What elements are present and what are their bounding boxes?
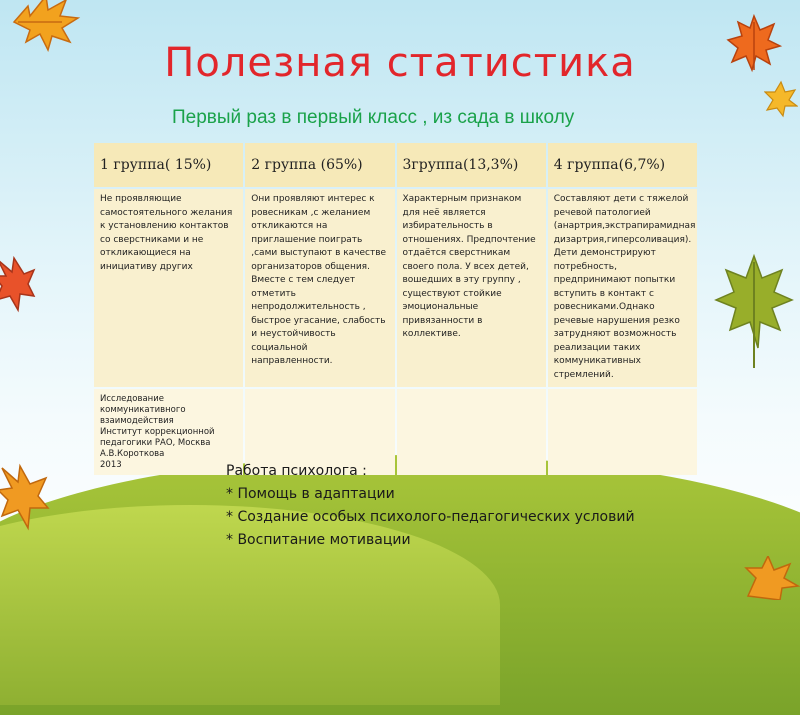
source-line: Исследование коммуникативного взаимодействия [100,394,186,426]
table-header-cell: 2 группа (65%) [245,143,394,187]
group-description-cell: Они проявляют интерес к ровесникам ,с желанием откликаются на приглашение поиграть ,сами выступают в качестве организаторов общения. Вместе с тем следует отметить непродолжительность , быстрое угасание, слабость и неустойчивость социальной направленности. [245,189,394,387]
red-leaf-icon [0,252,36,314]
slide-subtitle: Первый раз в первый класс , из сада в школу [172,107,575,128]
source-line: 2013 [100,460,122,470]
work-heading: Работа психолога : [226,463,367,479]
source-line: А.В.Короткова [100,449,165,459]
orange-leaf-icon [742,556,800,600]
group-description-cell: Характерным признаком для неё является избирательность в отношениях. Предпочтение отдаётся сверстникам своего пола. У всех детей, вошедших в эту группу , существуют стойкие эмоциональные привязанности в коллективе. [397,189,546,387]
source-line: Институт коррекционной педагогики РАО, Москва [100,427,215,448]
work-item: * Создание особых психолого-педагогических условий [226,509,635,525]
orange-leaf-icon [0,462,50,534]
table-header-row [94,143,697,187]
table-header-cell: 4 группа(6,7%) [548,143,697,187]
statistics-table [92,141,699,477]
psychologist-work-list [226,460,635,552]
green-leaf-icon [714,252,794,370]
table-header-cell: 1 группа( 15%) [94,143,243,187]
slide-title: Полезная статистика [164,40,636,86]
work-item: * Помощь в адаптации [226,486,395,502]
source-cell [94,389,243,475]
table-row [94,189,697,387]
group-description-cell: Не проявляющие самостоятельного желания к установлению контактов со сверстниками и не откликающиеся на инициативу других [94,189,243,387]
group-description-cell: Составляют дети с тяжелой речевой патологией (анартрия,экстрапирамидная дизартрия,гиперсоливация). Дети демонстрируют потребность, предпринимают попытки вступить в контакт с ровесниками.Однако речевые нарушения резко затрудняют возможность реализации таких коммуникативных стремлений. [548,189,697,387]
work-item: * Воспитание мотивации [226,532,411,548]
table-header-cell: 3группа(13,3%) [397,143,546,187]
